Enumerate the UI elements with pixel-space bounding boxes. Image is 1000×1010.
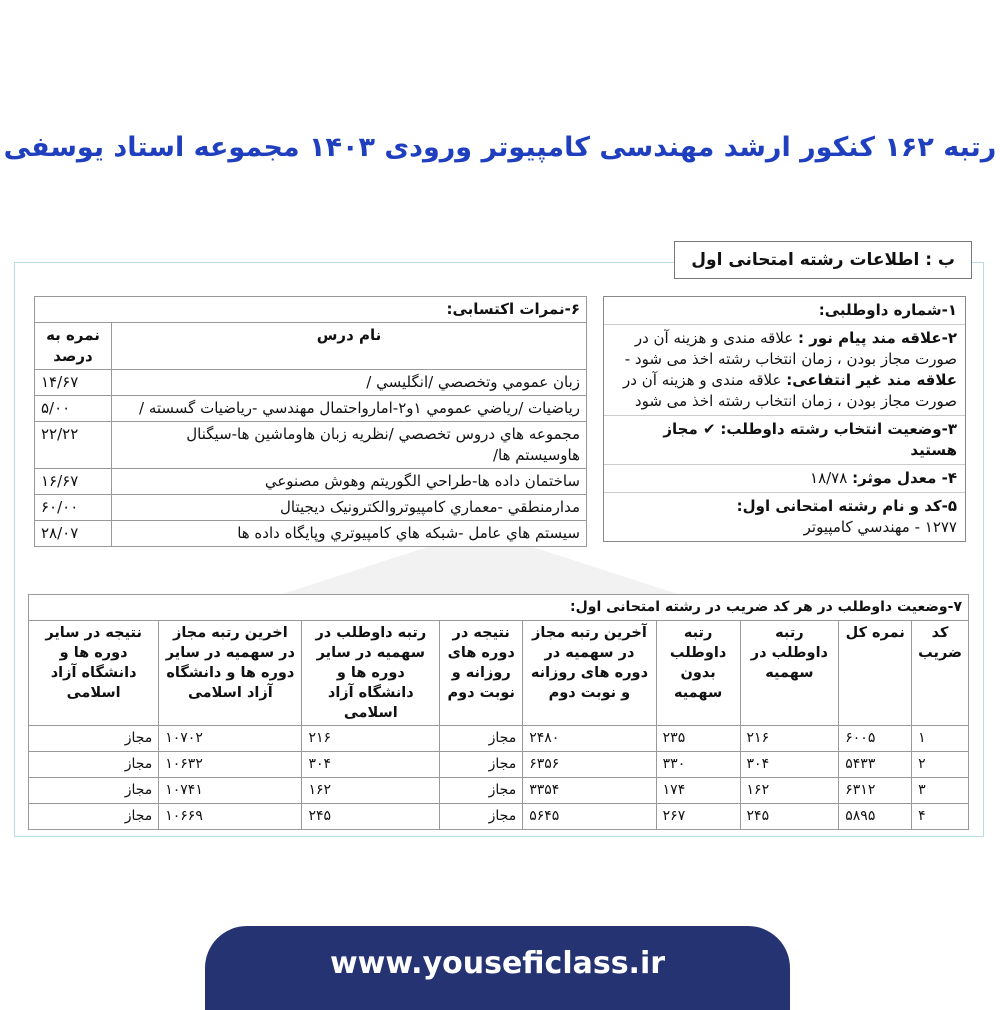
course-name: زبان عمومي وتخصصي /انگليسي / [112, 370, 587, 396]
candidate-number-label: ۱-شماره داوطلبی: [818, 301, 957, 319]
status-cell: مجاز [440, 804, 523, 830]
status-col-header: آخرین رتبه مجاز در سهمیه در دوره های روزانه و نوبت دوم [523, 621, 656, 726]
payam-noor-text: علاقه مندی و هزینه آن در صورت مجاز بودن ، زمان انتخاب رشته اخذ می شود - [624, 329, 957, 368]
course-percent: ۱۶/۶۷ [35, 469, 112, 495]
status-col-header: کد ضریب [912, 621, 969, 726]
status-cell: مجاز [29, 726, 159, 752]
status-col-header: نتیجه در سایر دوره ها و دانشگاه آزاد اسلامی [29, 621, 159, 726]
status-cell: ۲۳۵ [656, 726, 740, 752]
status-cell: ۲۴۵ [740, 804, 839, 830]
course-name: رياضيات /رياضي عمومي ۱و۲-امارواحتمال مهندسي -رياضيات گسسته / [112, 396, 587, 422]
status-cell: ۶۰۰۵ [839, 726, 912, 752]
status-cell: ۲۱۶ [740, 726, 839, 752]
status-cell: ۲ [912, 752, 969, 778]
grades-caption: ۶-نمرات اکتسابی: [35, 297, 587, 323]
table-row [29, 804, 969, 830]
status-cell: ۵۴۳۳ [839, 752, 912, 778]
status-col-header: نمره کل [839, 621, 912, 726]
status-cell: ۱۰۶۳۲ [159, 752, 302, 778]
table-row [29, 778, 969, 804]
table-row [35, 396, 587, 422]
payam-noor-label: ۲-علاقه مند پیام نور : [798, 329, 957, 347]
status-cell: ۲۱۶ [302, 726, 440, 752]
course-name: سيستم هاي عامل -شبکه هاي کامپيوتري وپايگاه داده ها [112, 521, 587, 547]
course-name: ساختمان داده ها-طراحي الگوريتم وهوش مصنوعي [112, 469, 587, 495]
course-percent: ۲۲/۲۲ [35, 422, 112, 469]
info-row-interest [604, 325, 965, 416]
status-cell: ۵۶۴۵ [523, 804, 656, 830]
website-link[interactable]: www.youseficlass.ir [329, 946, 666, 981]
status-col-header: نتیجه در دوره های روزانه و نوبت دوم [440, 621, 523, 726]
status-cell: ۴ [912, 804, 969, 830]
course-percent: ۱۴/۶۷ [35, 370, 112, 396]
status-cell: ۱۰۷۰۲ [159, 726, 302, 752]
table-row [35, 370, 587, 396]
table-row [35, 521, 587, 547]
status-cell: ۱۰۶۶۹ [159, 804, 302, 830]
status-cell: ۶۳۱۲ [839, 778, 912, 804]
grades-table [34, 296, 587, 547]
gpa-label: ۴- معدل موثر: [852, 469, 957, 487]
table-row [35, 422, 587, 469]
selection-status-label: ۳-وضعیت انتخاب رشته داوطلب: [720, 420, 957, 438]
status-cell: ۳۳۵۴ [523, 778, 656, 804]
table-row [35, 469, 587, 495]
status-cell: ۱۷۴ [656, 778, 740, 804]
major-value: ۱۲۷۷ - مهندسي کامپيوتر [803, 518, 957, 536]
major-label: ۵-کد و نام رشته امتحانی اول: [736, 497, 957, 515]
course-percent: ۵/۰۰ [35, 396, 112, 422]
status-cell: مجاز [29, 778, 159, 804]
status-cell: ۲۴۵ [302, 804, 440, 830]
status-col-header: رتبه داوطلب بدون سهمیه [656, 621, 740, 726]
status-col-header: رتبه داوطلب در سهمیه در سایر دوره ها و دانشگاه آزاد اسلامی [302, 621, 440, 726]
course-name: مدارمنطقي -معماري کامپيوتروالکترونيک ديجيتال [112, 495, 587, 521]
non-profit-text: علاقه مندی و هزینه آن در صورت مجاز بودن ، زمان انتخاب رشته اخذ می شود [623, 371, 957, 410]
selection-status-value: ✔ مجاز هستید [663, 420, 957, 459]
course-name: مجموعه هاي دروس تخصصي /نظريه زبان هاوماشين ها-سيگنال هاوسيستم ها/ [112, 422, 587, 469]
info-row-major [604, 493, 965, 541]
status-cell: ۵۸۹۵ [839, 804, 912, 830]
status-cell: ۱۶۲ [740, 778, 839, 804]
info-row-status [604, 416, 965, 465]
info-row-number [604, 297, 965, 325]
status-cell: ۳۳۰ [656, 752, 740, 778]
info-row-gpa [604, 465, 965, 493]
status-cell: ۳ [912, 778, 969, 804]
table-row [35, 495, 587, 521]
status-cell: ۳۰۴ [740, 752, 839, 778]
status-cell: ۲۶۷ [656, 804, 740, 830]
status-cell: مجاز [440, 726, 523, 752]
page-title: رتبه ۱۶۲ کنکور ارشد مهندسی کامپیوتر ورودی ۱۴۰۳ مجموعه استاد یوسفی [3, 132, 997, 163]
course-percent: ۲۸/۰۷ [35, 521, 112, 547]
course-percent: ۶۰/۰۰ [35, 495, 112, 521]
section-label: ب : اطلاعات رشته امتحانی اول [674, 241, 972, 279]
status-cell: ۱۶۲ [302, 778, 440, 804]
table-row [29, 752, 969, 778]
footer-banner [205, 926, 790, 1010]
status-cell: ۱۰۷۴۱ [159, 778, 302, 804]
status-table [28, 594, 969, 830]
status-cell: ۶۳۵۶ [523, 752, 656, 778]
gpa-value: ۱۸/۷۸ [810, 469, 848, 487]
status-cell: ۳۰۴ [302, 752, 440, 778]
non-profit-label: علاقه مند غیر انتفاعی: [786, 371, 957, 389]
status-caption: ۷-وضعیت داوطلب در هر کد ضریب در رشته امتحانی اول: [29, 595, 969, 621]
status-col-header: اخرین رتبه مجاز در سهمیه در سایر دوره ها و دانشگاه آزاد اسلامی [159, 621, 302, 726]
status-col-header: رتبه داوطلب در سهمیه [740, 621, 839, 726]
col-percent: نمره به درصد [35, 323, 112, 370]
status-cell: ۲۴۸۰ [523, 726, 656, 752]
table-row [29, 726, 969, 752]
status-cell: مجاز [29, 752, 159, 778]
candidate-info-box [603, 296, 966, 542]
status-cell: مجاز [440, 752, 523, 778]
status-cell: ۱ [912, 726, 969, 752]
status-cell: مجاز [29, 804, 159, 830]
col-course-name: نام درس [112, 323, 587, 370]
status-cell: مجاز [440, 778, 523, 804]
